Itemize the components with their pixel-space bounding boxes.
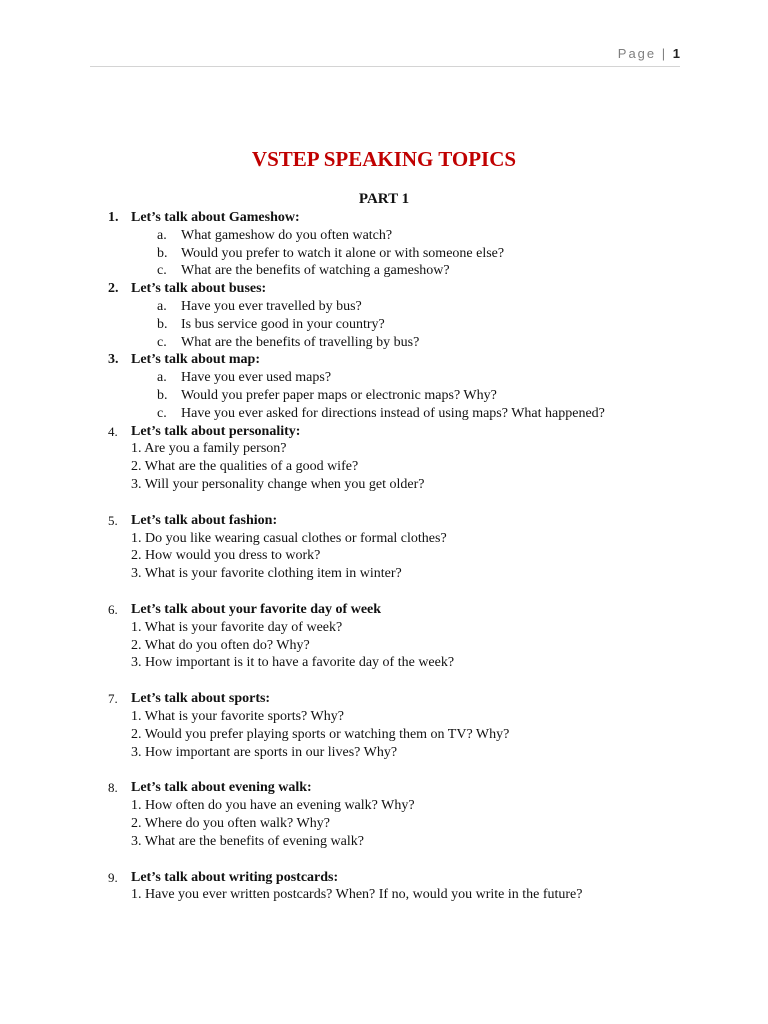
- question-item: 3. What are the benefits of evening walk?: [131, 833, 364, 849]
- question-item: [0, 245, 768, 263]
- topic-item: [0, 601, 768, 672]
- question-text: Would you prefer to watch it alone or with someone else?: [181, 245, 505, 261]
- topic-number: 6.: [108, 601, 118, 617]
- topic-heading: [0, 423, 768, 441]
- topic-heading-text: Let’s talk about buses:: [131, 281, 267, 297]
- question-text: Have you ever travelled by bus?: [181, 298, 362, 314]
- topic-number: 4.: [108, 423, 118, 439]
- topic-number: 3.: [108, 352, 119, 368]
- topic-heading: [0, 869, 768, 887]
- topic-item: [0, 512, 768, 583]
- topic-item: [0, 423, 768, 494]
- topic-heading-text: Let’s talk about map:: [131, 352, 260, 368]
- topic-item: [0, 209, 768, 280]
- part-heading: PART 1: [358, 191, 410, 207]
- question-item: [0, 405, 768, 423]
- topic-heading: [0, 601, 768, 619]
- topic-item: [0, 280, 768, 351]
- question-item: 2. How would you dress to work?: [131, 548, 321, 564]
- topic-heading: [0, 779, 768, 797]
- topic-heading-text: Let’s talk about writing postcards:: [131, 869, 339, 885]
- topic-number: 2.: [108, 281, 119, 297]
- question-marker: c.: [157, 334, 167, 350]
- page-number: 1: [672, 46, 680, 61]
- topic-heading-text: Let’s talk about your favorite day of week: [131, 601, 382, 617]
- topic-heading-text: Let’s talk about sports:: [131, 691, 271, 707]
- topic-heading: [0, 209, 768, 227]
- topic-number: 5.: [108, 512, 118, 528]
- question-item: [0, 262, 768, 280]
- page-header: [90, 46, 680, 67]
- question-item: 2. What do you often do? Why?: [131, 637, 310, 653]
- question-item: 2. Where do you often walk? Why?: [131, 815, 330, 831]
- question-marker: b.: [157, 245, 168, 261]
- topic-number: 7.: [108, 691, 118, 707]
- question-text: What are the benefits of watching a gameshow?: [181, 263, 450, 279]
- topic-heading-text: Let’s talk about personality:: [131, 423, 301, 439]
- question-text: Have you ever asked for directions instead of using maps? What happened?: [181, 405, 605, 421]
- topic-number: 8.: [108, 780, 118, 796]
- question-item: [0, 316, 768, 334]
- question-marker: a.: [157, 298, 167, 314]
- topic-number: 1.: [108, 210, 119, 225]
- topic-heading-text: Let’s talk about Gameshow:: [131, 210, 300, 225]
- topic-heading-text: Let’s talk about fashion:: [131, 512, 278, 528]
- topic-heading: [0, 351, 768, 369]
- question-item: [0, 369, 768, 387]
- question-marker: c.: [157, 263, 167, 279]
- question-item: 1. What is your favorite sports? Why?: [131, 708, 344, 724]
- question-item: 2. What are the qualities of a good wife?: [131, 459, 359, 475]
- topic-item: [0, 779, 768, 850]
- question-marker: b.: [157, 316, 168, 332]
- question-marker: a.: [157, 227, 167, 243]
- topics-list: [0, 209, 768, 904]
- topic-heading: [0, 512, 768, 530]
- topic-heading: [0, 690, 768, 708]
- topic-item: [0, 690, 768, 761]
- question-item: [0, 298, 768, 316]
- page-number-label: [618, 46, 680, 61]
- question-text: What are the benefits of travelling by bus?: [181, 334, 420, 350]
- question-text: Is bus service good in your country?: [181, 316, 385, 332]
- question-item: 2. Would you prefer playing sports or watching them on TV? Why?: [131, 726, 510, 742]
- topic-number: 9.: [108, 869, 118, 885]
- question-marker: b.: [157, 387, 168, 403]
- question-item: [0, 227, 768, 245]
- question-marker: a.: [157, 370, 167, 386]
- question-item: [0, 387, 768, 405]
- question-text: What gameshow do you often watch?: [181, 227, 393, 243]
- topic-item: [0, 351, 768, 422]
- document-title: VSTEP SPEAKING TOPICS: [251, 147, 517, 171]
- question-item: 1. Are you a family person?: [131, 441, 287, 457]
- question-marker: c.: [157, 405, 167, 421]
- question-item: 1. How often do you have an evening walk? Why?: [131, 798, 415, 814]
- question-item: 1. What is your favorite day of week?: [131, 619, 343, 635]
- question-item: [0, 334, 768, 352]
- topic-item: [0, 869, 768, 905]
- topic-heading: [0, 280, 768, 298]
- question-item: 1. Do you like wearing casual clothes or formal clothes?: [131, 530, 447, 546]
- page-label-text: Page |: [617, 46, 668, 61]
- question-text: Would you prefer paper maps or electronic maps? Why?: [181, 387, 497, 403]
- topic-heading-text: Let’s talk about evening walk:: [131, 780, 312, 796]
- question-item: 3. How important is it to have a favorite day of the week?: [131, 655, 455, 671]
- question-item: 3. Will your personality change when you get older?: [131, 476, 425, 492]
- question-text: Have you ever used maps?: [181, 370, 332, 386]
- question-item: 3. How important are sports in our lives? Why?: [131, 744, 398, 760]
- question-item: 1. Have you ever written postcards? When? If no, would you write in the future?: [131, 887, 583, 903]
- question-item: 3. What is your favorite clothing item in winter?: [131, 566, 402, 582]
